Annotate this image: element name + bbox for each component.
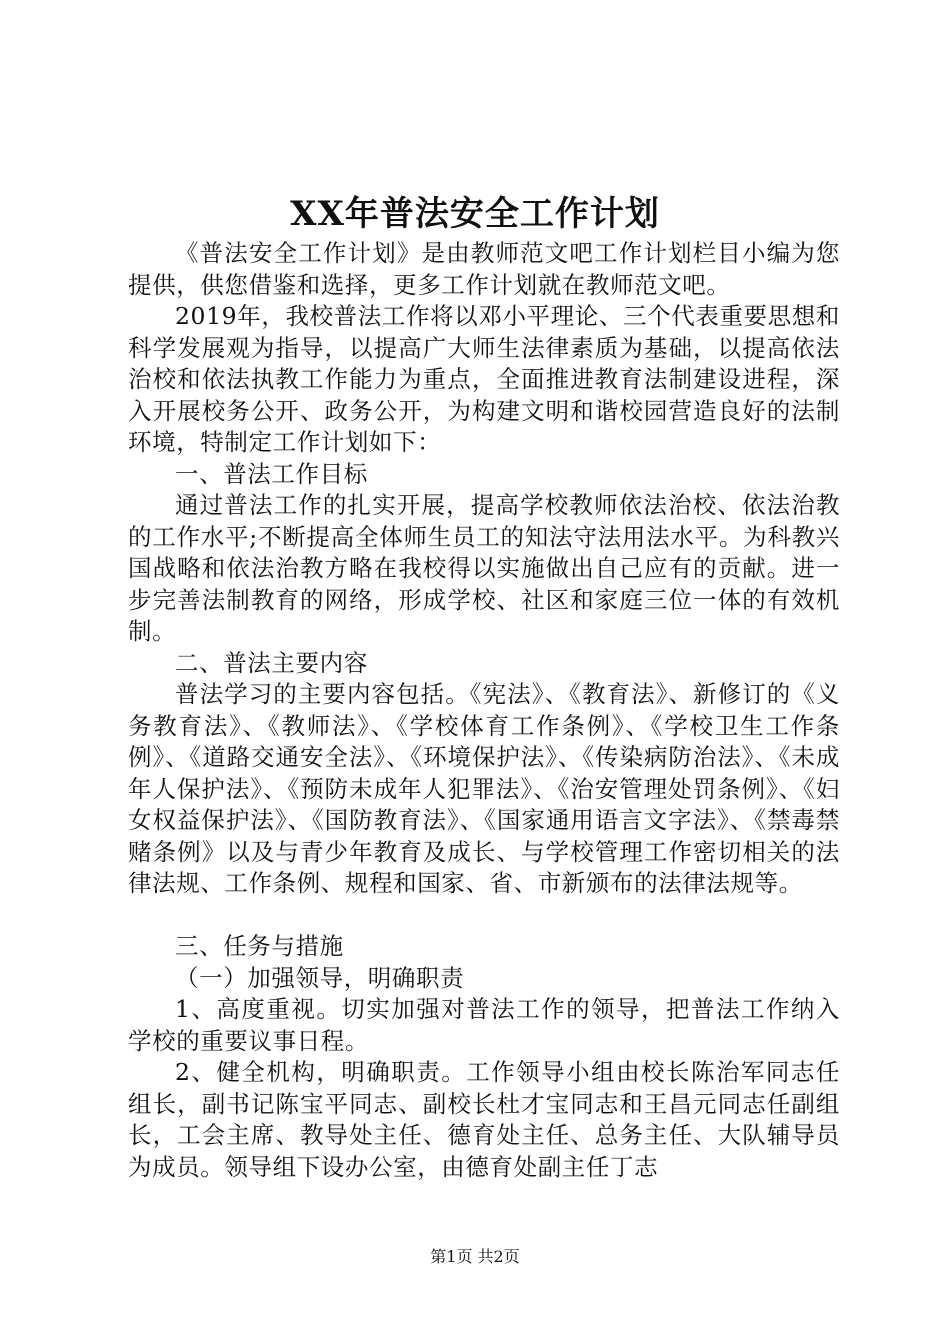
subsection-heading-leadership: （一）加强领导，明确职责 — [175, 963, 465, 992]
paragraph-content: 普法学习的主要内容包括。《宪法》、《教育法》、新修订的《义务教育法》、《教师法》、《学校体育工作条例》、《学校卫生工作条例》、《道路交通安全法》、《环境保护法》、《传染病防治法》、《未成年人保护法》、《预防未成年人犯罪法》、《治安管理处罚条例》、《妇女权益保护法》、《国防教育法》、《国家通用语言文字法》、《禁毒禁赌条例》以及与青少年教育及成长、与学校管理工作密切相关的法律法规、工作条例、规程和国家、省、市新颁布的法律法规等。 — [128, 680, 840, 897]
section-heading-goals: 一、普法工作目标 — [175, 459, 368, 488]
paragraph-item-1: 1、高度重视。切实加强对普法工作的领导，把普法工作纳入学校的重要议事日程。 — [128, 995, 840, 1055]
page-footer: 第1页 共2页 — [430, 1247, 520, 1266]
section-heading-tasks: 三、任务与措施 — [175, 932, 344, 960]
blank-line — [128, 900, 840, 932]
section-heading-content: 二、普法主要内容 — [175, 648, 368, 677]
paragraph-overview: 2019年，我校普法工作将以邓小平理论、三个代表重要思想和科学发展观为指导，以提高广大师生法律素质为基础，以提高依法治校和依法执教工作能力为重点，全面推进教育法制建设进程，深入开展校务公开、政务公开，为构建文明和谐校园营造良好的法制环境，特制定工作计划如下： — [128, 302, 840, 456]
document-title: XX年普法安全工作计划 — [290, 194, 660, 234]
document-body — [128, 238, 840, 1183]
paragraph-goals: 通过普法工作的扎实开展，提高学校教师依法治校、依法治教的工作水平;不断提高全体师生员工的知法守法用法水平。为科教兴国战略和依法治教方略在我校得以实施做出自己应有的贡献。进一步完善法制教育的网络，形成学校、社区和家庭三位一体的有效机制。 — [128, 491, 840, 645]
paragraph-intro: 《普法安全工作计划》是由教师范文吧工作计划栏目小编为您提供，供您借鉴和选择，更多工作计划就在教师范文吧。 — [128, 239, 840, 299]
paragraph-item-2: 2、健全机构，明确职责。工作领导小组由校长陈治军同志任组长，副书记陈宝平同志、副校长杜才宝同志和王昌元同志任副组长，工会主席、教导处主任、德育处主任、总务主任、大队辅导员为成员。领导组下设办公室，由德育处副主任丁志 — [128, 1058, 840, 1181]
